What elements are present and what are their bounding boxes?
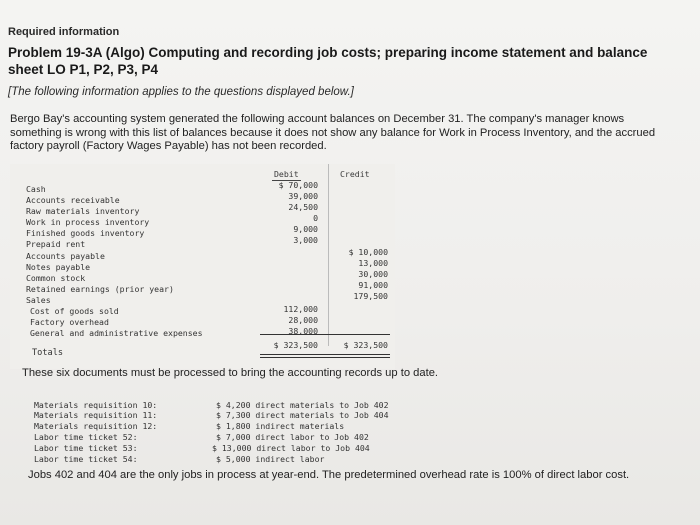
note-text: [The following information applies to the questions displayed below.] bbox=[8, 86, 354, 98]
account-name: Factory overhead bbox=[30, 317, 109, 327]
document-label: Labor time ticket 53: bbox=[34, 443, 138, 453]
list-item bbox=[34, 454, 434, 465]
document-value: $ 1,800 indirect materials bbox=[216, 421, 345, 431]
totals-label: Totals bbox=[32, 348, 64, 358]
section-label: Required information bbox=[8, 26, 120, 38]
credit-amount: 13,000 bbox=[358, 258, 388, 268]
account-name: Retained earnings (prior year) bbox=[26, 284, 174, 294]
account-name: Notes payable bbox=[26, 262, 91, 272]
debit-amount: 28,000 bbox=[288, 315, 318, 325]
account-name: Sales bbox=[26, 295, 51, 305]
account-balances-table bbox=[10, 164, 395, 369]
list-item bbox=[34, 432, 434, 443]
problem-title: Problem 19-3A (Algo) Computing and recording job costs; preparing income statement and balance sheet LO P1, P2, P3, P4 bbox=[8, 45, 648, 77]
credit-amount: 91,000 bbox=[358, 280, 388, 290]
footer-paragraph: Jobs 402 and 404 are the only jobs in process at year-end. The predetermined overhead rate is 100% of direct labor cost. bbox=[28, 469, 630, 481]
document-label: Materials requisition 11: bbox=[34, 410, 158, 420]
debit-amount: 0 bbox=[313, 213, 318, 223]
account-name: Cash bbox=[26, 184, 46, 194]
debit-amount: 39,000 bbox=[288, 191, 318, 201]
document-value: $ 4,200 direct materials to Job 402 bbox=[216, 400, 389, 410]
account-name: Finished goods inventory bbox=[26, 228, 145, 238]
document-label: Materials requisition 12: bbox=[34, 421, 158, 431]
document-value: $ 7,300 direct materials to Job 404 bbox=[216, 410, 389, 420]
document-label: Materials requisition 10: bbox=[34, 400, 158, 410]
credit-amount: 179,500 bbox=[353, 291, 388, 301]
list-item bbox=[34, 410, 434, 421]
debit-amount: 3,000 bbox=[293, 235, 318, 245]
debit-amount: 38,000 bbox=[288, 326, 318, 336]
account-name: Work in process inventory bbox=[26, 217, 150, 227]
debit-header: Debit bbox=[274, 169, 299, 179]
account-name: Cost of goods sold bbox=[30, 306, 119, 316]
list-item bbox=[34, 421, 434, 432]
debit-amount: 24,500 bbox=[288, 202, 318, 212]
debit-amount: 112,000 bbox=[283, 304, 318, 314]
intro-paragraph: Bergo Bay's accounting system generated the following account balances on December 31. The company's manager knows something is wrong with this list of balances because it does not show any balance for Work in Process Inventory, and the accrued factory payroll (Factory Wages Payable) has not been recorded. bbox=[10, 113, 656, 153]
document-value: $ 5,000 indirect labor bbox=[216, 454, 325, 464]
totals-rule bbox=[260, 334, 390, 335]
account-name: Accounts receivable bbox=[26, 195, 120, 205]
debit-amount: 9,000 bbox=[293, 224, 318, 234]
total-debit: $ 323,500 bbox=[273, 340, 318, 350]
account-name: Prepaid rent bbox=[26, 239, 86, 249]
documents-intro: These six documents must be processed to bring the accounting records up to date. bbox=[22, 367, 439, 379]
credit-amount: 30,000 bbox=[358, 269, 388, 279]
credit-amount: $ 10,000 bbox=[348, 247, 388, 257]
account-name: General and administrative expenses bbox=[30, 328, 203, 338]
account-name: Raw materials inventory bbox=[26, 206, 140, 216]
document-label: Labor time ticket 54: bbox=[34, 454, 138, 464]
debit-amount: $ 70,000 bbox=[278, 180, 318, 190]
total-credit: $ 323,500 bbox=[343, 340, 388, 350]
document-label: Labor time ticket 52: bbox=[34, 432, 138, 442]
totals-double-rule bbox=[260, 354, 390, 358]
document-value: $ 7,000 direct labor to Job 402 bbox=[216, 432, 369, 442]
list-item bbox=[34, 443, 434, 454]
account-name: Common stock bbox=[26, 273, 86, 283]
credit-header: Credit bbox=[340, 169, 370, 179]
account-name: Accounts payable bbox=[26, 251, 105, 261]
document-value: $ 13,000 direct labor to Job 404 bbox=[212, 443, 370, 453]
